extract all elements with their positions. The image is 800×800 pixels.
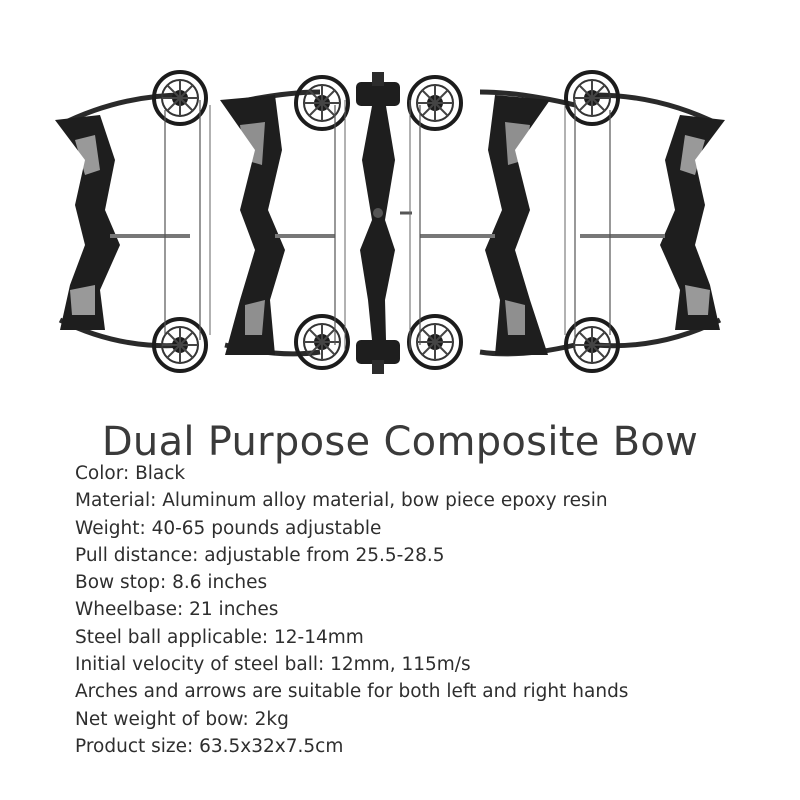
bow-view-1 bbox=[55, 72, 210, 371]
spec-product-size: Product size: 63.5x32x7.5cm bbox=[75, 735, 344, 757]
spec-pull-distance: Pull distance: adjustable from 25.5-28.5 bbox=[75, 544, 445, 566]
spec-material: Material: Aluminum alloy material, bow piece epoxy resin bbox=[75, 490, 608, 512]
spec-initial-velocity: Initial velocity of steel ball: 12mm, 115m/s bbox=[75, 654, 471, 676]
bow-view-2 bbox=[220, 77, 348, 368]
spec-handedness: Arches and arrows are suitable for both left and right hands bbox=[75, 681, 629, 703]
spec-weight: Weight: 40-65 pounds adjustable bbox=[75, 517, 382, 539]
spec-color: Color: Black bbox=[75, 463, 186, 484]
bow-view-5 bbox=[565, 72, 725, 371]
bow-view-4 bbox=[409, 77, 575, 368]
spec-net-weight: Net weight of bow: 2kg bbox=[75, 708, 289, 730]
spec-bow-stop: Bow stop: 8.6 inches bbox=[75, 572, 268, 594]
spec-steel-ball: Steel ball applicable: 12-14mm bbox=[75, 626, 364, 648]
spec-list bbox=[75, 460, 628, 760]
bow-view-3 bbox=[356, 72, 412, 374]
spec-wheelbase: Wheelbase: 21 inches bbox=[75, 599, 279, 621]
product-title: Dual Purpose Composite Bow bbox=[101, 418, 699, 465]
